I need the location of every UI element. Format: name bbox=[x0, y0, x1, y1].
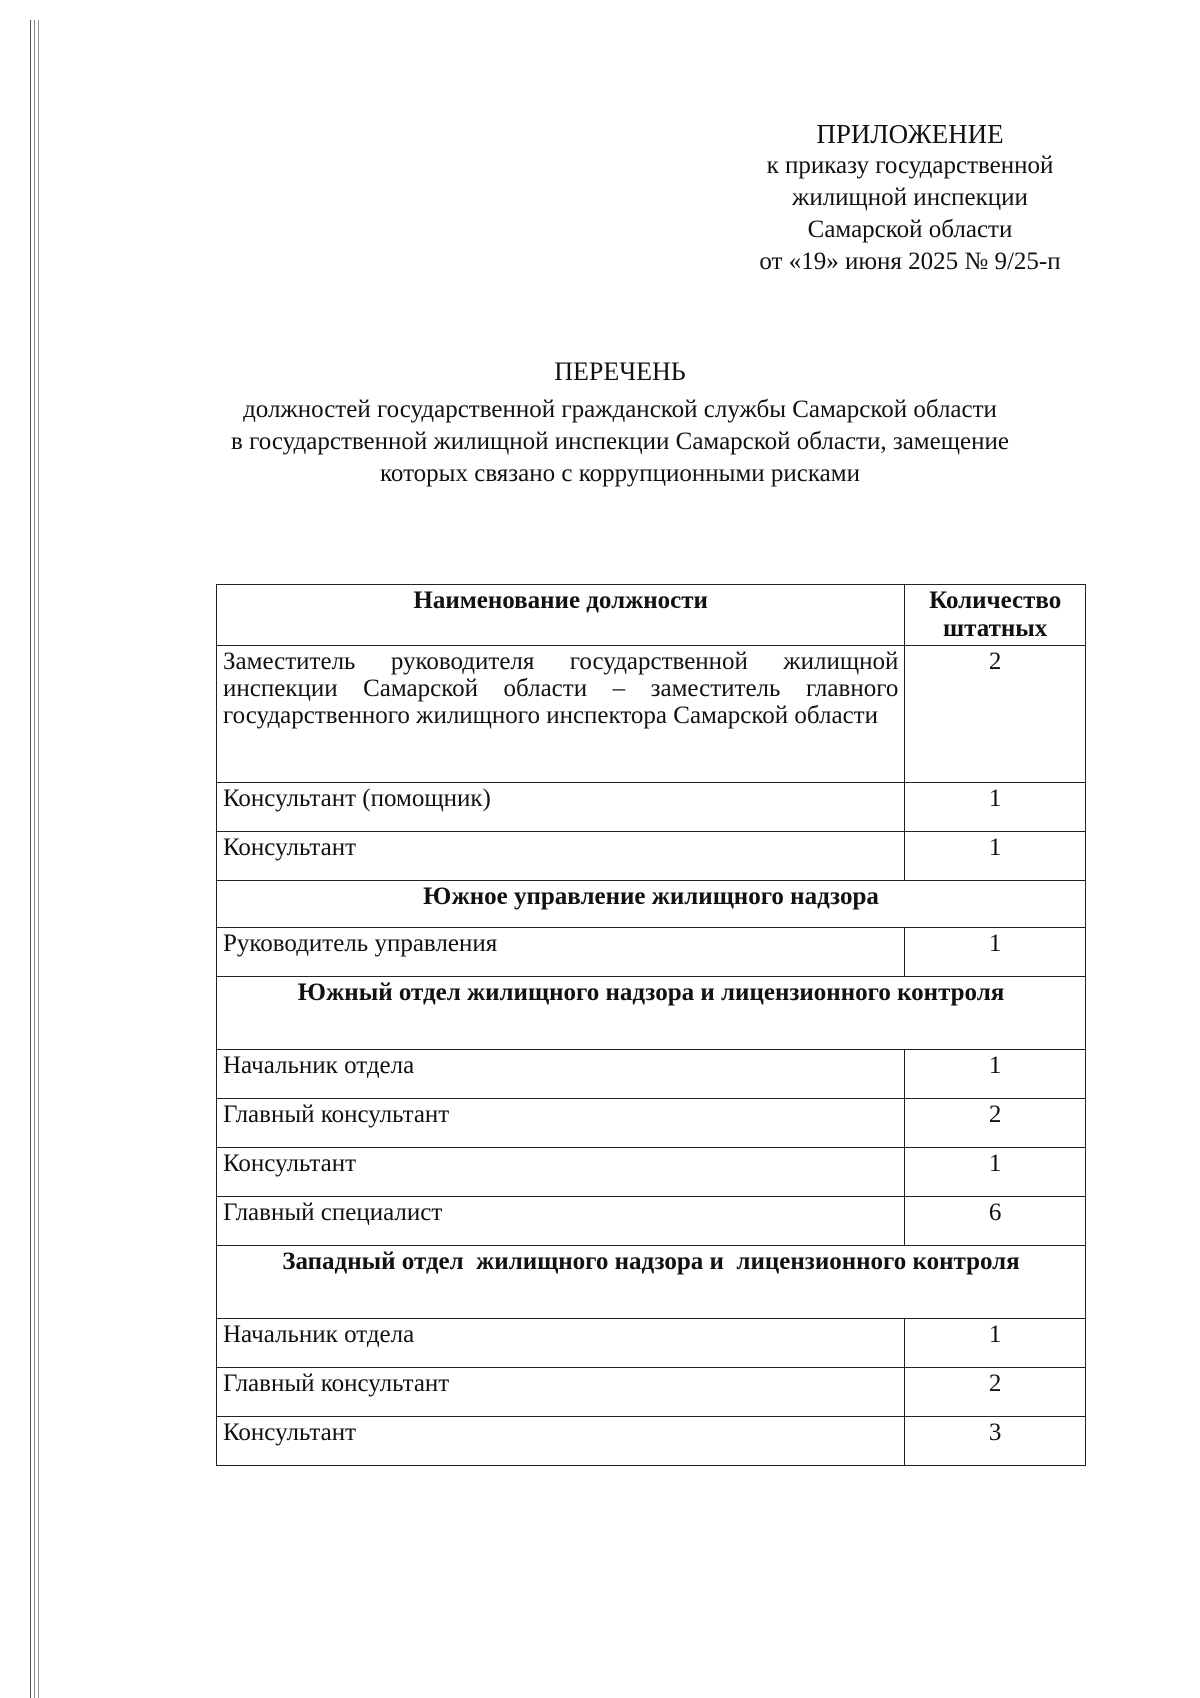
position-name: Консультант bbox=[217, 1417, 905, 1466]
appendix-block bbox=[700, 118, 1120, 278]
table-row bbox=[217, 1368, 1086, 1417]
position-count: 1 bbox=[905, 1050, 1086, 1099]
position-count: 1 bbox=[905, 928, 1086, 977]
position-name: Главный консультант bbox=[217, 1368, 905, 1417]
table-header-row bbox=[217, 585, 1086, 646]
position-name: Начальник отдела bbox=[217, 1050, 905, 1099]
table-row bbox=[217, 832, 1086, 881]
document-subtitle-line: должностей государственной гражданской службы Самарской области bbox=[243, 396, 997, 423]
document-subtitle-line: в государственной жилищной инспекции Самарской области, замещение bbox=[231, 428, 1009, 455]
position-name: Консультант bbox=[217, 832, 905, 881]
section-row bbox=[217, 977, 1086, 1050]
appendix-heading: ПРИЛОЖЕНИЕ bbox=[816, 119, 1004, 149]
document-title-block bbox=[150, 356, 1090, 490]
position-name: Консультант (помощник) bbox=[217, 783, 905, 832]
position-count: 1 bbox=[905, 1319, 1086, 1368]
document-title: ПЕРЕЧЕНЬ bbox=[554, 357, 686, 386]
position-name: Главный специалист bbox=[217, 1197, 905, 1246]
appendix-line: жилищной инспекции bbox=[792, 184, 1028, 211]
position-count: 1 bbox=[905, 783, 1086, 832]
position-count: 3 bbox=[905, 1417, 1086, 1466]
table-row bbox=[217, 1417, 1086, 1466]
appendix-line: Самарской области bbox=[807, 216, 1013, 243]
scan-edge-line bbox=[30, 20, 31, 1698]
positions-table bbox=[216, 584, 1086, 1466]
table-row bbox=[217, 1148, 1086, 1197]
position-name: Главный консультант bbox=[217, 1099, 905, 1148]
table-row bbox=[217, 1197, 1086, 1246]
section-title: Западный отдел жилищного надзора и лицензионного контроля bbox=[217, 1246, 1086, 1319]
position-name: Начальник отдела bbox=[217, 1319, 905, 1368]
position-name: Консультант bbox=[217, 1148, 905, 1197]
section-title: Южный отдел жилищного надзора и лицензионного контроля bbox=[217, 977, 1086, 1050]
table-row bbox=[217, 1319, 1086, 1368]
position-count: 1 bbox=[905, 1148, 1086, 1197]
section-title: Южное управление жилищного надзора bbox=[217, 881, 1086, 928]
appendix-line: к приказу государственной bbox=[766, 152, 1054, 179]
position-count: 2 bbox=[905, 1368, 1086, 1417]
position-count: 6 bbox=[905, 1197, 1086, 1246]
table-row bbox=[217, 646, 1086, 783]
header-staff-count: Количество штатных bbox=[905, 585, 1086, 646]
position-count: 2 bbox=[905, 1099, 1086, 1148]
table-row bbox=[217, 1050, 1086, 1099]
table-row bbox=[217, 1099, 1086, 1148]
position-name: Заместитель руководителя государственной жилищной инспекции Самарской области – заместитель главного государственного жилищного инспектора Самарской области bbox=[217, 646, 905, 783]
section-row bbox=[217, 1246, 1086, 1319]
section-row bbox=[217, 881, 1086, 928]
position-count: 2 bbox=[905, 646, 1086, 783]
header-position-name: Наименование должности bbox=[217, 585, 905, 646]
document-subtitle-line: которых связано с коррупционными рисками bbox=[380, 460, 860, 487]
position-name: Руководитель управления bbox=[217, 928, 905, 977]
scan-edge-line bbox=[34, 20, 35, 1698]
appendix-date-line: от «19» июня 2025 № 9/25-п bbox=[759, 248, 1061, 275]
position-count: 1 bbox=[905, 832, 1086, 881]
table-row bbox=[217, 928, 1086, 977]
scan-edge-line bbox=[38, 20, 39, 1698]
table-row bbox=[217, 783, 1086, 832]
